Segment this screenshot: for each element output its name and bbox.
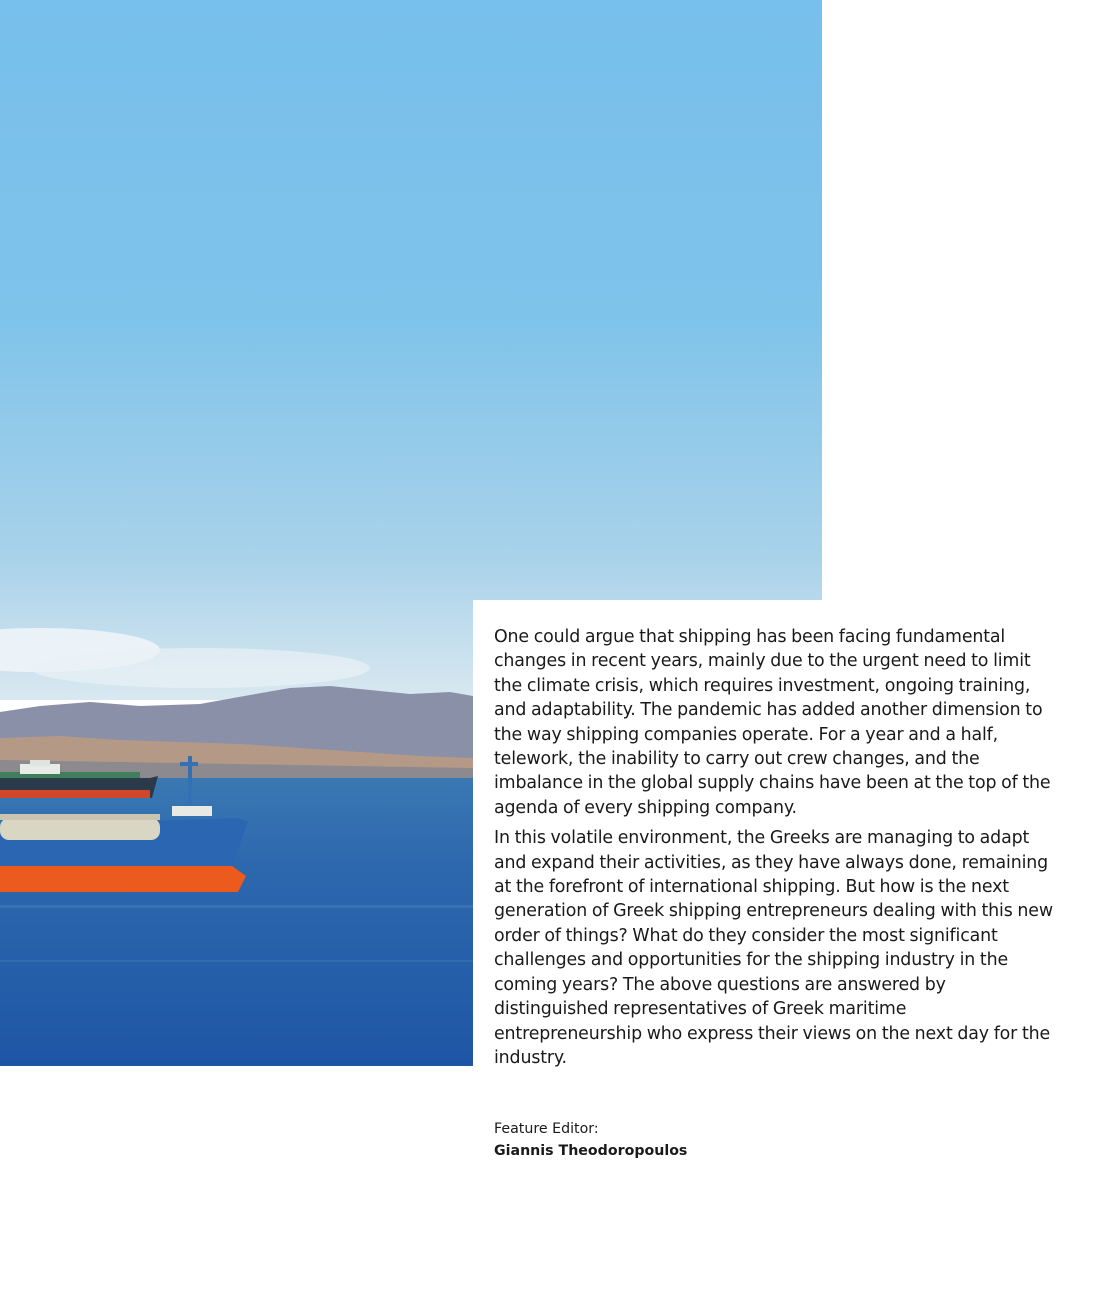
feature-credit xyxy=(494,1118,687,1162)
credit-name: Giannis Theodoropoulos xyxy=(494,1143,688,1159)
sea-highlight-2 xyxy=(0,960,473,962)
credit-role: Feature Editor: xyxy=(494,1121,599,1137)
article-body xyxy=(494,625,1054,1076)
cloud-haze-2 xyxy=(30,648,370,688)
article-paragraph: One could argue that shipping has been facing fundamental changes in recent years, mainly due to the urgent need to limit the climate crisis, which requires investment, ongoing training, and adaptability. The pandemic has added another dimension to the way shipping companies operate. For a year and a half, telework, the inability to carry out crew changes, and the imbalance in the global supply chains have been at the top of the agenda of every shipping company. xyxy=(494,627,1051,818)
sea-highlight xyxy=(0,905,473,908)
sky xyxy=(0,0,822,700)
article-paragraph: In this volatile environment, the Greeks are managing to adapt and expand their activities, as they have always done, remaining at the forefront of international shipping. But how is the next generation of Greek shipping entrepreneurs dealing with this new order of things? What do they consider the most significant challenges and opportunities for the shipping industry in the coming years? The above questions are answered by distinguished representatives of Greek maritime entrepreneurship who express their views on the next day for the industry. xyxy=(494,828,1053,1068)
